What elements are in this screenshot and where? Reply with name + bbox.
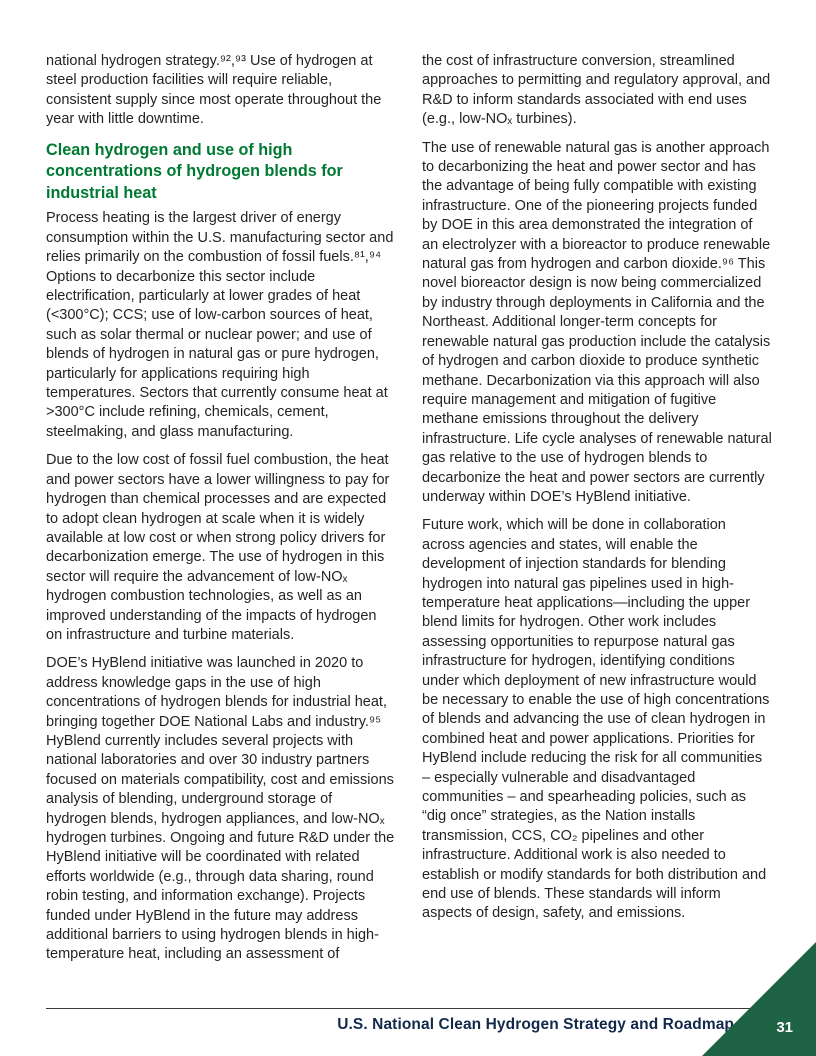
paragraph: Process heating is the largest driver of energy consumption within the U.S. manufacturing sector and relies primarily on the combustion of fossil fuels.⁸¹,⁹⁴ Options to decarbonize this sector include electrification, particularly at lower grades of heat (<300°C); CCS; use of low-carbon sources of heat, such as solar thermal or nuclear power; and use of blends of hydrogen in natural gas or pure hydrogen, particularly for applications requiring high temperatures. Sectors that currently consume heat at >300°C include refining, chemicals, cement, steelmaking, and glass manufacturing. — [46, 210, 394, 440]
paragraph: Due to the low cost of fossil fuel combustion, the heat and power sectors have a lower willingness to pay for hydrogen than chemical processes and are expected to adopt clean hydrogen at scale when it is widely available at low cost or when strong policy drivers for decarbonization emerge. The use of hydrogen in this sector will require the advancement of low-NOₓ hydrogen combustion technologies, as well as an improved understanding of the impacts of hydrogen on infrastructure and turbine materials. — [46, 452, 390, 643]
right-column — [422, 52, 772, 974]
left-column — [46, 52, 396, 974]
paragraph: DOE’s HyBlend initiative was launched in 2020 to address knowledge gaps in the use of high concentrations of hydrogen blends for industrial heat, bringing together DOE National Labs and industry.⁹⁵ HyBlend currently includes several projects with national laboratories and over 30 industry partners focused on materials compatibility, cost and emissions analysis of blending, underground storage of hydrogen blends, hydrogen appliances, and low-NOₓ hydrogen turbines. Ongoing and future R&D under the HyBlend initiative will be coordinated with related efforts worldwide (e.g., through data sharing, round robin testing, and information exchange). Projects funded under HyBlend in the future may address additional barriers to using hydrogen blends in high-temperature heat, including an assessment of — [46, 655, 395, 963]
footer-title: U.S. National Clean Hydrogen Strategy and Roadmap — [337, 1016, 734, 1033]
page-number: 31 — [776, 1019, 793, 1036]
page-content — [46, 52, 772, 974]
paragraph: Future work, which will be done in collaboration across agencies and states, will enable the development of injection standards for blending hydrogen into natural gas pipelines used in high-temperature heat applications—including the upper blend limits for hydrogen. Other work includes assessing opportunities to repurpose natural gas infrastructure for hydrogen, identifying conditions under which deployment of new infrastructure would be necessary to enable the use of high concentrations of blends and advancing the use of clean hydrogen in combined heat and power applications. Priorities for HyBlend include reducing the risk for all communities – especially vulnerable and disadvantaged communities – and spearheading policies, such as “dig once” strategies, as the Nation installs transmission, CCS, CO₂ pipelines and other infrastructure. Additional work is also needed to establish or modify standards for both distribution and end use of blends. These standards will inform aspects of design, safety, and emissions. — [422, 517, 770, 922]
section-heading: Clean hydrogen and use of high concentrations of hydrogen blends for industrial heat — [46, 140, 343, 202]
paragraph: The use of renewable natural gas is another approach to decarbonizing the heat and power sector and has the advantage of being fully compatible with existing infrastructure. One of the pioneering projects funded by DOE in this area demonstrated the integration of an electrolyzer with a bioreactor to produce renewable natural gas from hydrogen and carbon dioxide.⁹⁶ This novel bioreactor design is now being commercialized by industry through deployments in California and the Northeast. Additional longer-term concepts for renewable natural gas production include the catalysis of hydrogen and carbon dioxide to produce synthetic methane. Decarbonization via this approach will also require management and mitigation of fugitive methane emissions throughout the delivery infrastructure. Life cycle analyses of renewable natural gas relative to the use of hydrogen blends to decarbonize the heat and power sectors are currently underway within DOE’s HyBlend initiative. — [422, 139, 772, 505]
page-footer — [46, 1008, 770, 1034]
paragraph-continuation: national hydrogen strategy.⁹²,⁹³ Use of hydrogen at steel production facilities will require reliable, consistent supply since most operate throughout the year with little downtime. — [46, 53, 382, 128]
paragraph: the cost of infrastructure conversion, streamlined approaches to permitting and regulatory approval, and R&D to inform standards associated with end uses (e.g., low-NOₓ turbines). — [422, 53, 771, 128]
